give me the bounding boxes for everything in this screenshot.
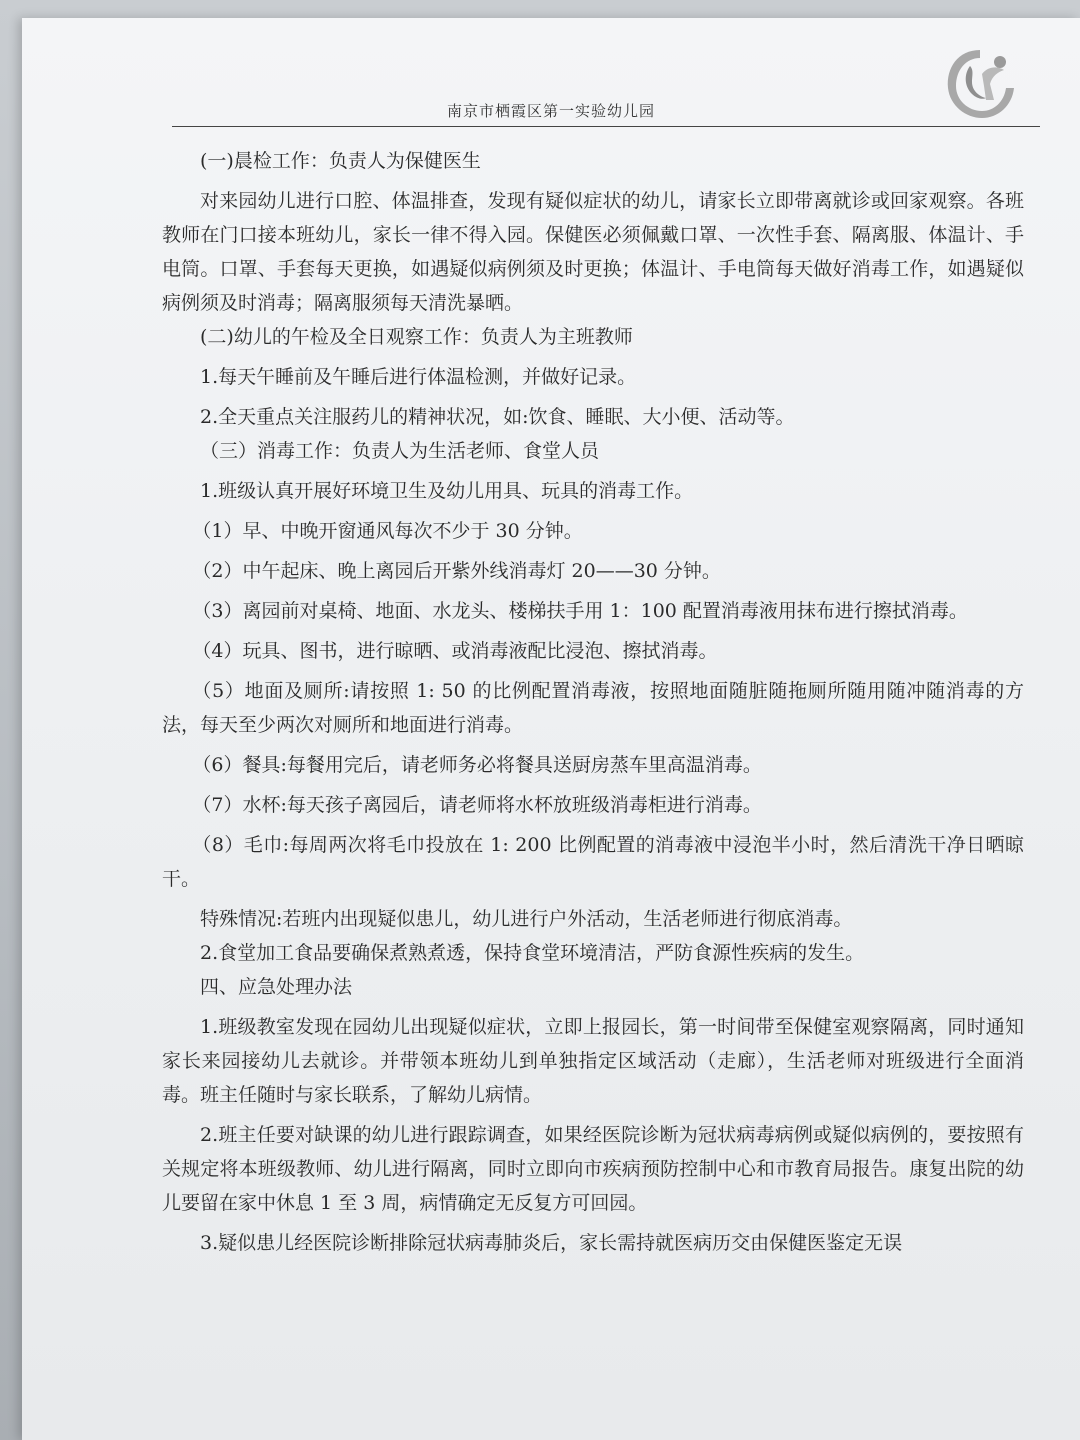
section-morning-heading: (一)晨检工作：负责人为保健医生 [200,150,481,172]
disinfection-special-case: 特殊情况:若班内出现疑似患儿，幼儿进行户外活动，生活老师进行彻底消毒。 [200,908,853,930]
header-divider [172,126,1040,127]
school-name-header: 南京市栖霞区第一实验幼儿园 [446,102,655,120]
disinfection-item-2: 2.食堂加工食品要确保煮熟煮透，保持食堂环境清洁，严防食源性疾病的发生。 [200,942,865,964]
section-morning-body: 对来园幼儿进行口腔、体温排查，发现有疑似症状的幼儿，请家长立即带离就诊或回家观察。各班教师在门口接本班幼儿，家长一律不得入园。保健医必须佩戴口罩、一次性手套、隔离服、体温计、手电筒。口罩、手套每天更换，如遇疑似病例须及时更换；体温计、手电筒每天做好消毒工作，如遇疑似病例须及时消毒；隔离服须每天清洗暴晒。 [162,190,1024,314]
document-page [22,18,1080,1440]
emergency-item: 2.班主任要对缺课的幼儿进行跟踪调查，如果经医院诊断为冠状病毒病例或疑似病例的，要按照有关规定将本班级教师、幼儿进行隔离，同时立即向市疾病预防控制中心和市教育局报告。康复出院的幼儿要留在家中休息 1 至 3 周，病情确定无反复方可回园。 [162,1124,1024,1214]
disinfection-subitem: （8）毛巾:每周两次将毛巾投放在 1: 200 比例配置的消毒液中浸泡半小时，然后清洗干净日晒晾干。 [162,834,1024,890]
disinfection-subitem: （6）餐具:每餐用完后，请老师务必将餐具送厨房蒸车里高温消毒。 [192,754,762,776]
disinfection-subitem: （2）中午起床、晚上离园后开紫外线消毒灯 20——30 分钟。 [192,560,721,582]
disinfection-subitem: （5）地面及厕所:请按照 1: 50 的比例配置消毒液，按照地面随脏随拖厕所随用随冲随消毒的方法，每天至少两次对厕所和地面进行消毒。 [162,680,1024,736]
disinfection-subitem: （4）玩具、图书，进行晾晒、或消毒液配比浸泡、擦拭消毒。 [192,640,718,662]
disinfection-subitem: （1）早、中晚开窗通风每次不少于 30 分钟。 [192,520,583,542]
disinfection-item-1: 1.班级认真开展好环境卫生及幼儿用具、玩具的消毒工作。 [200,480,694,502]
emergency-item: 3.疑似患儿经医院诊断排除冠状病毒肺炎后，家长需持就医病历交由保健医鉴定无误 [200,1232,903,1254]
disinfection-subitem: （7）水杯:每天孩子离园后，请老师将水杯放班级消毒柜进行消毒。 [192,794,762,816]
section-noon-item: 1.每天午睡前及午睡后进行体温检测，并做好记录。 [200,366,637,388]
section-disinfection-heading: （三）消毒工作：负责人为生活老师、食堂人员 [200,440,600,462]
disinfection-subitem: （3）离园前对桌椅、地面、水龙头、楼梯扶手用 1：100 配置消毒液用抹布进行擦拭消毒。 [192,600,968,622]
emergency-item: 1.班级教室发现在园幼儿出现疑似症状，立即上报园长，第一时间带至保健室观察隔离，同时通知家长来园接幼儿去就诊。并带领本班幼儿到单独指定区域活动（走廊），生活老师对班级进行全面消毒。班主任随时与家长联系，了解幼儿病情。 [162,1016,1024,1106]
section-noon-heading: (二)幼儿的午检及全日观察工作：负责人为主班教师 [200,326,633,348]
document-body [162,144,1024,1260]
section-noon-item: 2.全天重点关注服药儿的精神状况，如:饮食、睡眠、大小便、活动等。 [200,406,795,428]
section-emergency-heading: 四、应急处理办法 [200,976,353,998]
